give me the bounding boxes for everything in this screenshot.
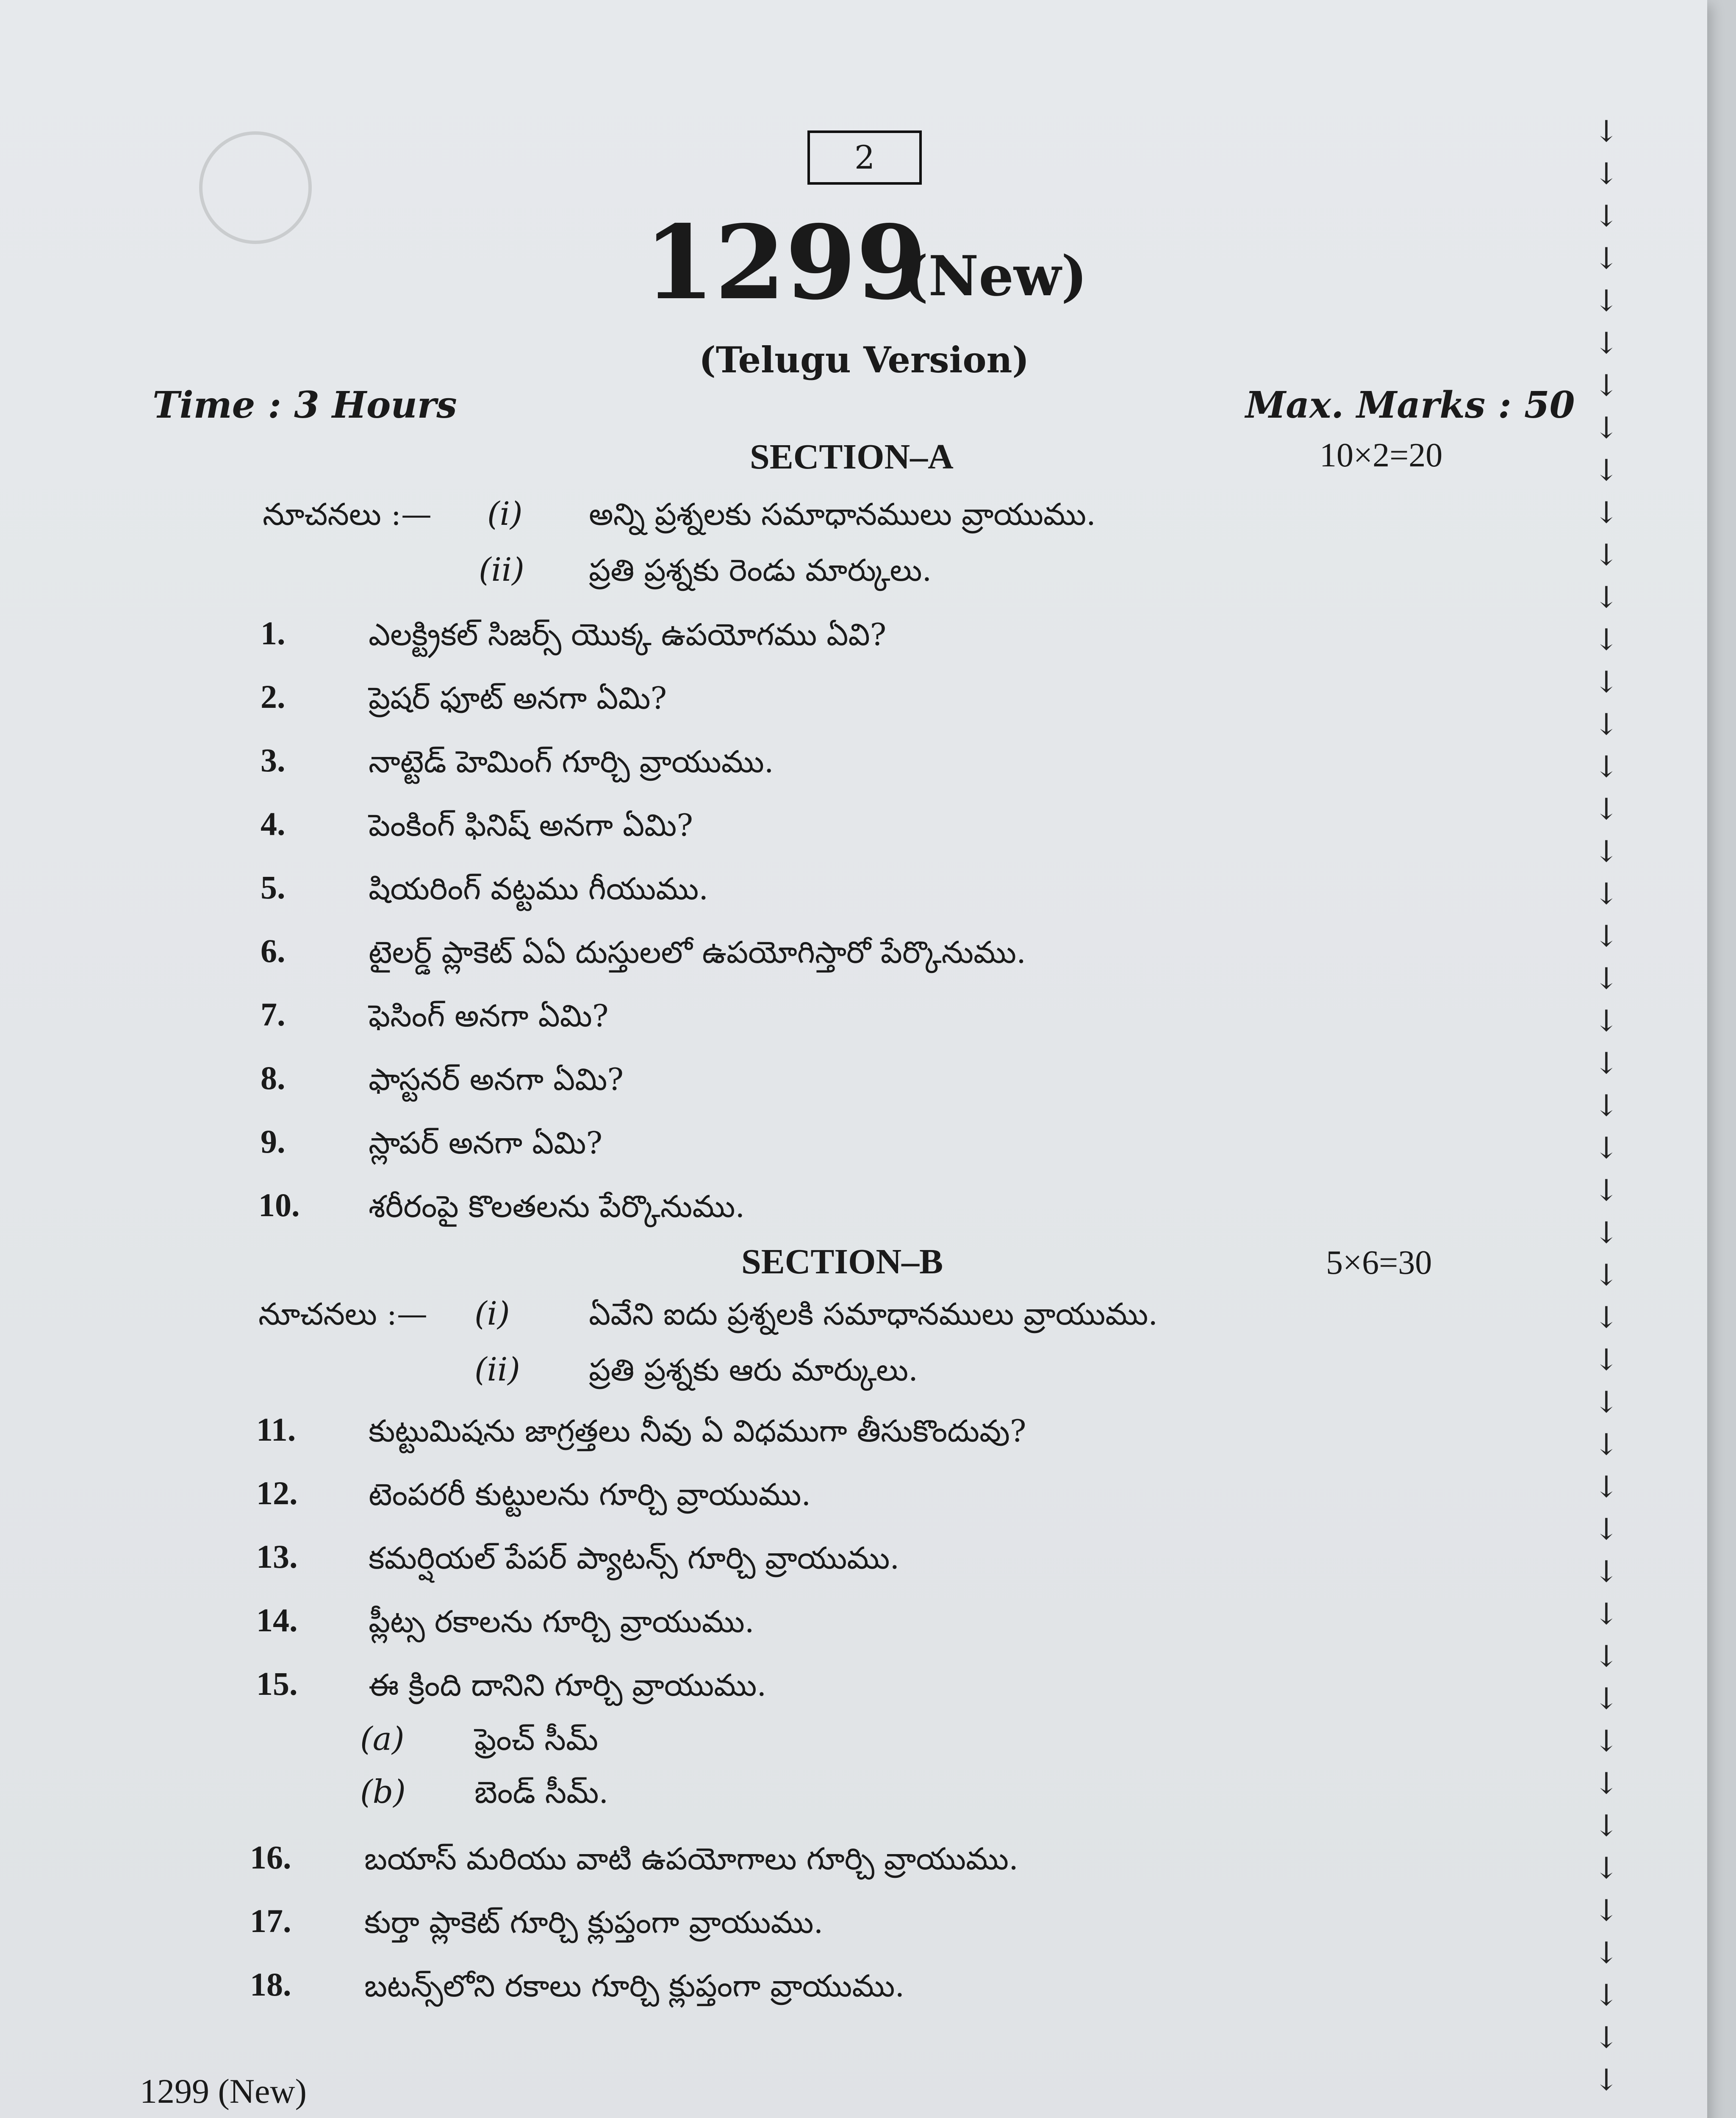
arrow-icon: ↓: [1594, 1385, 1619, 1419]
question-number: 3.: [261, 742, 286, 779]
question-text: ఎలక్ట్రికల్ సిజర్స్ యొక్క ఉపయోగము ఏవి?: [369, 617, 887, 652]
arrow-icon: ↓: [1594, 1088, 1619, 1123]
arrow-icon: ↓: [1594, 1215, 1619, 1250]
question-text: టైలర్డ్ ప్లాకెట్ ఏఏ దుస్తులలో ఉపయోగిస్తారో పేర్కొనుము.: [369, 934, 1026, 970]
arrow-icon: ↓: [1594, 919, 1619, 954]
note-index: (ii): [474, 1350, 520, 1388]
note-index: (i): [487, 495, 523, 532]
question-number: 13.: [256, 1538, 298, 1575]
question-text: ఫెసింగ్ అనగా ఏమి?: [369, 998, 609, 1034]
question-text: స్లాపర్ అనగా ఏమి?: [369, 1125, 603, 1161]
question-text: షియరింగ్ వట్టము గీయుము.: [369, 871, 709, 907]
note-text: ప్రతి ప్రశ్నకు ఆరు మార్కులు.: [589, 1352, 918, 1388]
question-number: 4.: [261, 805, 286, 842]
arrow-icon: ↓: [1594, 1681, 1619, 1716]
arrow-icon: ↓: [1594, 749, 1619, 784]
question-number: 15.: [256, 1665, 298, 1702]
paper-code: 1299: [644, 203, 927, 322]
question-number: 2.: [261, 678, 286, 715]
arrow-icon: ↓: [1594, 1554, 1619, 1589]
question-text: బటన్స్‌లోని రకాలు గూర్చి క్లుప్తంగా వ్రాయుము.: [364, 1968, 905, 2004]
question-number: 1.: [261, 615, 286, 651]
option-text: బెండ్ సీమ్.: [474, 1774, 609, 1810]
arrow-icon: ↓: [1594, 1512, 1619, 1547]
arrow-icon: ↓: [1594, 241, 1619, 276]
section-b-title: SECTION–B: [741, 1242, 943, 1281]
arrow-icon: ↓: [1594, 1851, 1619, 1885]
question-number: 10.: [258, 1187, 300, 1223]
question-number: 6.: [261, 932, 286, 969]
arrow-icon: ↓: [1594, 1597, 1619, 1631]
arrow-icon: ↓: [1594, 1724, 1619, 1758]
section-a-title: SECTION–A: [750, 437, 954, 477]
question-text: కమర్షియల్ పేపర్ ప్యాటన్స్ గూర్చి వ్రాయుము.: [369, 1540, 900, 1576]
arrow-icon: ↓: [1594, 1639, 1619, 1674]
question-text: ప్రెషర్ ఫూట్ అనగా ఏమి?: [369, 680, 667, 716]
arrow-icon: ↓: [1594, 326, 1619, 360]
arrow-icon: ↓: [1594, 1808, 1619, 1843]
question-number: 5.: [261, 869, 286, 906]
note-text: అన్ని ప్రశ్నలకు సమాధానములు వ్రాయుము.: [589, 496, 1096, 532]
arrow-icon: ↓: [1594, 665, 1619, 699]
option-text: ఫ్రెంచ్ సీమ్: [474, 1722, 599, 1757]
question-number: 18.: [250, 1966, 291, 2003]
question-number: 9.: [261, 1123, 286, 1160]
section-a-marks: 10×2=20: [1320, 437, 1443, 474]
paper-code-suffix: (New): [902, 244, 1087, 308]
arrow-icon: ↓: [1594, 453, 1619, 488]
section-a-notes-label: నూచనలు :—: [263, 496, 432, 532]
arrow-icon: ↓: [1594, 2020, 1619, 2055]
arrow-icon: ↓: [1594, 834, 1619, 869]
question-number: 8.: [261, 1059, 286, 1096]
time-label: Time : 3 Hours: [153, 384, 457, 427]
arrow-icon: ↓: [1594, 1893, 1619, 1928]
arrow-icon: ↓: [1594, 876, 1619, 911]
arrow-icon: ↓: [1594, 1131, 1619, 1165]
arrow-icon: ↓: [1594, 156, 1619, 191]
note-text: ఏవేని ఐదు ప్రశ్నలకి సమాధానములు వ్రాయుము.: [589, 1296, 1158, 1332]
arrow-icon: ↓: [1594, 1046, 1619, 1081]
note-text: ప్రతి ప్రశ్నకు రెండు మార్కులు.: [589, 552, 932, 588]
arrow-icon: ↓: [1594, 1427, 1619, 1462]
page-number-box: 2: [807, 130, 922, 185]
arrow-icon: ↓: [1594, 1258, 1619, 1292]
section-b-marks: 5×6=30: [1326, 1244, 1432, 1281]
arrow-icon: ↓: [1594, 1004, 1619, 1038]
arrow-icon: ↓: [1594, 283, 1619, 318]
arrow-icon: ↓: [1594, 1300, 1619, 1335]
question-text: ప్లీట్స రకాలను గూర్చి వ్రాయుము.: [369, 1604, 754, 1639]
question-text: పెంకింగ్ ఫినిష్ అనగా ఏమి?: [369, 807, 693, 843]
arrow-icon: ↓: [1594, 199, 1619, 233]
question-number: 17.: [250, 1902, 291, 1939]
arrow-icon: ↓: [1594, 538, 1619, 572]
arrow-icon: ↓: [1594, 368, 1619, 403]
question-number: 11.: [256, 1411, 296, 1448]
arrow-icon: ↓: [1594, 1935, 1619, 1970]
footer-paper-code: 1299 (New): [140, 2072, 307, 2110]
question-number: 7.: [261, 996, 286, 1033]
question-text: నాట్టెడ్ హెమింగ్ గూర్చి వ్రాయుము.: [369, 744, 774, 779]
note-index: (i): [474, 1295, 510, 1332]
arrow-icon: ↓: [1594, 1978, 1619, 2013]
arrow-icon: ↓: [1594, 1173, 1619, 1208]
faint-stamp: [199, 131, 312, 244]
question-text: కుర్తా ప్లాకెట్ గూర్చి క్లుప్తంగా వ్రాయుము.: [364, 1905, 824, 1940]
arrow-icon: ↓: [1594, 410, 1619, 445]
margin-arrows: [1594, 110, 1619, 2101]
question-number: 12.: [256, 1475, 298, 1511]
arrow-icon: ↓: [1594, 1342, 1619, 1377]
question-text: బయాస్ మరియు వాటి ఉపయోగాలు గూర్చి వ్రాయుము.: [364, 1841, 1018, 1877]
question-text: ఫాస్టనర్ అనగా ఏమి?: [369, 1062, 624, 1097]
question-text: ఈ క్రింది దానిని గూర్చి వ్రాయుము.: [369, 1667, 767, 1703]
arrow-icon: ↓: [1594, 2063, 1619, 2097]
arrow-icon: ↓: [1594, 707, 1619, 742]
question-text: టెంపరరీ కుట్టులను గూర్చి వ్రాయుము.: [369, 1477, 811, 1512]
question-number: 14.: [256, 1602, 298, 1638]
arrow-icon: ↓: [1594, 792, 1619, 826]
arrow-icon: ↓: [1594, 622, 1619, 657]
arrow-icon: ↓: [1594, 1469, 1619, 1504]
question-text: కుట్టుమిషను జాగ్రత్తలు నీవు ఏ విధముగా తీసుకొందువు?: [369, 1413, 1026, 1449]
question-number: 16.: [250, 1839, 291, 1876]
option-label: (b): [360, 1773, 406, 1810]
question-text: శరీరంపై కొలతలను పేర్కొనుము.: [369, 1189, 745, 1224]
arrow-icon: ↓: [1594, 580, 1619, 615]
max-marks-label: Max. Marks : 50: [1245, 384, 1575, 427]
arrow-icon: ↓: [1594, 1766, 1619, 1801]
option-label: (a): [360, 1720, 405, 1758]
arrow-icon: ↓: [1594, 961, 1619, 996]
section-b-notes-label: నూచనలు :—: [258, 1296, 428, 1332]
version-label: (Telugu Version): [699, 339, 1029, 381]
arrow-icon: ↓: [1594, 114, 1619, 149]
note-index: (ii): [479, 551, 524, 588]
arrow-icon: ↓: [1594, 495, 1619, 530]
